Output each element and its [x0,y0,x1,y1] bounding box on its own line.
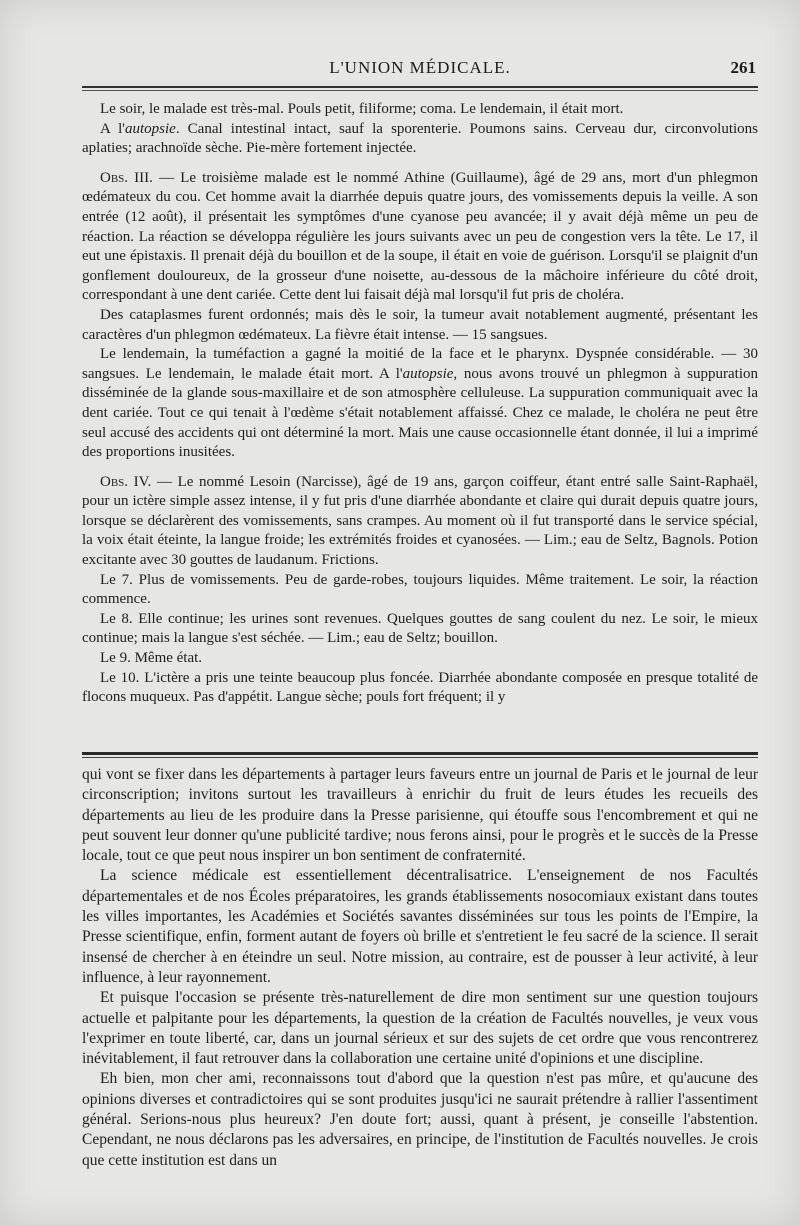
next-day-text-b: , nous avons trouvé un phlegmon à suppuration disséminée de la glande sous-maxillaire et de son atmosphère celluleuse. La suppuration communiquait avec la dent cariée. Tout ce qui tenait à l'œdème s'était notablement affaissé. Chez ce malade, le choléra ne peut être seul accusé des accidents qui ont déterminé la mort. Mais une cause occasionnelle étant donnée, il lui a imprimé des proportions inusitées. [82,365,758,461]
paragraph-abstention: Eh bien, mon cher ami, reconnaissons tout d'abord que la question n'est pas mûre, et qu'aucune des opinions diverses et contradictoires qui se sont produites jusqu'ici ne saurait prétendre à rallier l'assentiment général. Serions-nous plus heureux? J'en doute fort; aussi, quant à présent, je conseille l'abstention. Cependant, ne nous déclarons pas les adversaires, en principe, de l'institution de Facultés nouvelles. Je crois que cette institution est dans un [82,1070,758,1169]
page-number: 261 [730,58,756,77]
paragraph-day-9: Le 9. Même état. [100,650,203,667]
paragraph-day-7: Le 7. Plus de vomissements. Peu de garde-robes, toujours liquides. Même traitement. Le soir, la réaction commence. [82,571,758,608]
observation-four-label: Obs. IV. [100,473,152,490]
paragraph-evening-state: Le soir, le malade est très-mal. Pouls petit, filiforme; coma. Le lendemain, il était mort. [100,101,624,117]
paragraph-decentralisation: La science médicale est essentiellement décentralisatrice. L'enseignement de nos Facultés départementales et de nos Écoles préparatoires, les grands établissements nosocomiaux existant dans toutes les villes importantes, les Académies et Sociétés savantes disséminées sur tous les points de l'Empire, la Presse scientifique, enfin, forment autant de foyers où brille et s'entretient le feu sacré de la science. Il serait insensé de chercher à en éteindre un seul. Notre mission, au contraire, est de pousser à leur activité, à leur influence, à leur rayonnement. [82,867,758,986]
feuilleton-column [82,765,758,1171]
observation-three-text: — Le troisième malade est le nommé Athine (Guillaume), âgé de 29 ans, mort d'un phlegmon œdémateux du cou. Cet homme avait la diarrhée depuis quatre jours, des vomissements depuis la veille. A son entrée (12 août), il présentait les symptômes d'une cyanose peu avancée; il y avait déjà même un peu de réaction. La réaction se développa régulière les jours suivants avec un peu de congestion vers la tête. Le 17, il eut une épistaxis. Il prenait déjà du bouillon et de la soupe, il était en voie de guérison. Lorsqu'il se plaignit d'un gonflement douloureux, de la grosseur d'une noisette, au-dessous de la mâchoire inférieure du côté droit, correspondant à une dent cariée. Cette dent lui faisait déjà mal lorsqu'il fut pris de choléra. [82,169,758,304]
paragraph-departments: qui vont se fixer dans les départements à partager leurs faveurs entre un journal de Paris et le journal de leur circonscription; invitons surtout les travailleurs à enrichir du fruit de leurs études les recueils des départements au lieu de les produire dans la Presse parisienne, qui étouffe sous l'encombrement et qui ne peut souvent leur donner qu'une publicité tardive; nous ferons ainsi, pour le progrès et le succès de la Presse locale, tout ce que peut nous inspirer un bon sentiment de confraternité. [82,766,758,865]
autopsy-findings: . Canal intestinal intact, sauf la sporenterie. Poumons sains. Cerveau dur, circonvolutions aplaties; arachnoïde sèche. Pie-mère fortement injectée. [82,120,759,157]
observation-three-label: Obs. III. [100,169,153,186]
clinical-observations-column [82,100,758,708]
autopsy-term-2: autopsie [402,365,454,382]
header-rule-thin [82,90,758,91]
paragraph-new-faculties: Et puisque l'occasion se présente très-naturellement de dire mon sentiment sur une question toujours actuelle et palpitante pour les départements, la question de la création de Facultés nouvelles, je veux vous l'exprimer en toute liberté, car, dans un journal sérieux et sur des sujets de cet ordre que vous rencontrerez inévitablement, il faut retrouver dans la collaboration une certaine unité d'opinions et une discipline. [82,989,758,1068]
section-separator [82,752,758,755]
paragraph-day-10: Le 10. L'ictère a pris une teinte beaucoup plus foncée. Diarrhée abondante composée en presque totalité de flocons muqueux. Pas d'appétit. Langue sèche; pouls fort fréquent; il y [82,669,758,706]
section-separator-thin [82,757,758,758]
running-title: L'UNION MÉDICALE. [329,58,511,77]
autopsy-lead: A l' [100,120,125,137]
observation-four-text: — Le nommé Lesoin (Narcisse), âgé de 19 ans, garçon coiffeur, étant entré salle Saint-Raphaël, pour un ictère simple assez intense, il y fut pris d'une diarrhée abondante et claire qui durait depuis quatre jours, lorsque se déclarèrent des vomissements, sans crampes. Au moment où il fut transporté dans le service spécial, la voix était éteinte, la langue froide; les extrémités froides et cyanosées. — Lim.; eau de Seltz, Bagnols. Potion excitante avec 30 gouttes de laudanum. Frictions. [82,473,758,569]
paragraph-autopsy-1 [82,120,758,159]
paragraph-day-8: Le 8. Elle continue; les urines sont revenues. Quelques gouttes de sang coulent du nez. Le soir, le mieux continue; mais la langue s'est séchée. — Lim.; eau de Seltz; bouillon. [82,610,758,647]
paragraph-next-day [82,345,758,463]
observation-four [82,473,758,571]
page-header [82,58,758,82]
header-rule [82,86,758,88]
paragraph-cataplasms: Des cataplasmes furent ordonnés; mais dès le soir, la tumeur avait notablement augmenté, présentant les caractères d'un phlegmon œdémateux. La fièvre était intense. — 15 sangsues. [82,306,758,343]
next-day-text-a: Le lendemain, la tuméfaction a gagné la moitié de la face et le pharynx. Dyspnée considérable. — 30 sangsues. Le lendemain, le malade était mort. A l' [82,346,758,382]
autopsy-term: autopsie [124,120,176,137]
observation-three [82,169,758,306]
